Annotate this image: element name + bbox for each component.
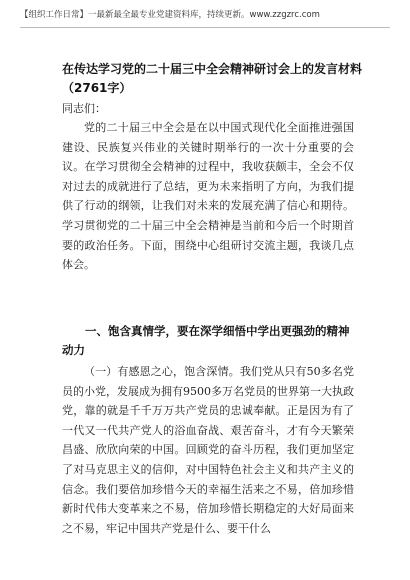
section-body [62, 362, 354, 538]
greeting: 同志们： [62, 102, 106, 115]
intro-section [62, 118, 354, 275]
page-header: 【组织工作日常】一最新最全最专业党建资料库，持续更新。www.zzgzrc.com [20, 10, 320, 20]
document-title: 在传达学习党的二十届三中全会精神研讨会上的发言材料（2761字） [62, 62, 363, 95]
body-paragraph: （一）有感恩之心，饱含深情。我们党从只有50多名党员的小党，发展成为拥有9500多万名党员的世界第一大执政党，靠的就是千千万万共产党员的忠诚奉献。正是因为有了一代又一代共产党人的浴血奋战、艰苦奋斗，才有今天繁荣昌盛、欣欣向荣的中国。回顾党的奋斗历程，我们更加坚定了对马克思主义的信仰，对中国特色社会主义和共产主义的信念。我们要倍加珍惜今天的幸福生活来之不易，倍加珍惜新时代伟大变革来之不易，倍加珍惜长期稳定的大好局面来之不易，牢记中国共产党是什么、要干什么 [62, 365, 354, 535]
section-heading: 一、饱含真情学，要在深学细悟中学出更强劲的精神动力 [62, 324, 350, 357]
header-divider [20, 27, 390, 28]
body-paragraph: 党的二十届三中全会是在以中国式现代化全面推进强国建设、民族复兴伟业的关键时期举行的一次十分重要的会议。在学习贯彻全会精神的过程中，我收获颇丰，全会不仅对过去的成就进行了总结，更为未来指明了方向，为我们提供了行动的纲领，让我们对未来的发展充满了信心和期待。学习贯彻党的二十届三中全会精神是当前和今后一个时期首要的政治任务。下面，围绕中心组研讨交流主题，我谈几点体会。 [62, 121, 354, 272]
